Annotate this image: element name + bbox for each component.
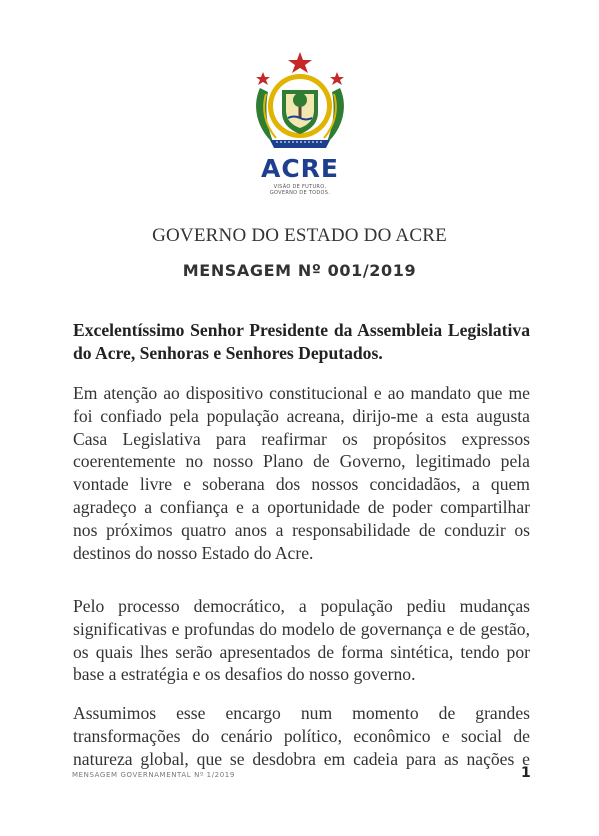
acre-coat-of-arms-icon [246,50,354,158]
top-star-icon [288,52,312,73]
body-paragraph-2: Pelo processo democrático, a população pediu mudanças significativas e profundas do modelo de governança e de gestão, os quais lhes serão apresentados de forma sintética, tendo por base a estratégia e os desafios do nosso governo. [73,596,530,685]
brand-name: ACRE [260,154,340,183]
government-title: GOVERNO DO ESTADO DO ACRE [152,225,447,246]
brand-slogan [258,184,342,196]
brand-slogan-line1: VISÃO DE FUTURO, [273,184,327,190]
page-number: 1 [521,765,531,781]
body-paragraph-3: Assumimos esse encargo num momento de grandes transformações do cenário político, econômico e social de natureza global, que se desdobra em cadeia para as nações e [73,703,530,769]
footer-text: MENSAGEM GOVERNAMENTAL Nº 1/2019 [72,771,235,779]
right-star-icon [330,72,344,85]
left-star-icon [256,72,270,85]
brand-slogan-line2: GOVERNO DE TODOS. [269,190,331,196]
salutation: Excelentíssimo Senhor Presidente da Assembleia Legislativa do Acre, Senhoras e Senhores Deputados. [73,320,530,363]
message-title: MENSAGEM Nº 001/2019 [182,261,417,280]
body-paragraph-1: Em atenção ao dispositivo constitucional e ao mandato que me foi confiado pela população acreana, dirijo-me a esta augusta Casa Legislativa para reafirmar os propósitos expressos coerentemente no nosso Plano de Governo, legitimado pela vontade livre e soberana dos nossos concidadãos, a quem agradeço a confiança e a oportunidade de poder compartilhar nos próximos quatro anos a responsabilidade de conduzir os destinos do nosso Estado do Acre. [73,383,530,563]
